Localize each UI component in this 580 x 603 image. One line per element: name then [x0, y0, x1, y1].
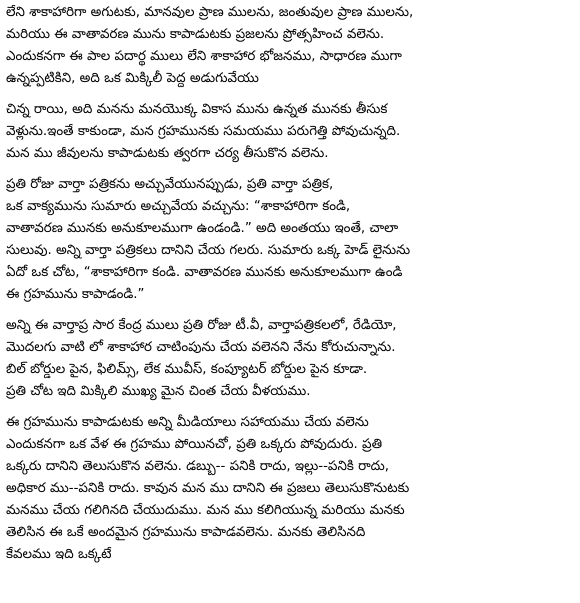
text-line: ఒక వాక్యమును సుమారు అచ్చువేయ వచ్చును: “శాకాహారిగా కండి, — [6, 199, 351, 214]
text-line: మనము చేయ గలిగినది చేయుదుము. మన ము కలిగియున్న మరియు మనకు — [6, 503, 405, 518]
text-line: ప్రతి రోజు వార్తా పత్రికను అచ్చువేయునప్పుడు, ప్రతి వార్తా పత్రిక, — [6, 177, 334, 192]
text-line: చిన్న రాయి, అది మనను మనయొక్క వికాస మును ఉన్నత మునకు తీసుక — [6, 102, 388, 117]
text-line: సులువు. అన్ని వార్తా పత్రికలు దానిని చేయ గలరు. సుమారు ఒక్క హెడ్ లైనును — [6, 243, 411, 258]
paragraph-4 — [6, 315, 574, 403]
text-line: ప్రతి చోట ఇది మిక్కిలి ముఖ్య మైన చింత చేయ వీళయము. — [6, 384, 311, 399]
text-line: మరియు ఈ వాతావరణ మును కాపాడుటకు ప్రజలను ప్రోత్సహించ వలెను. — [6, 27, 385, 42]
paragraph-5 — [6, 412, 574, 566]
text-line: ఈ గ్రహమును కాపాడండి.” — [6, 287, 145, 302]
text-line: ఏదో ఒక చోట, “శాకాహారిగా కండి. వాతావరణ మునకు అనుకూలముగా ఉండి — [6, 265, 403, 280]
text-line: వాతావరణ మునకు అనుకూలముగా ఉండండి.” అది అంతయు ఇంతే, చాలా — [6, 221, 399, 236]
text-line: కేవలము ఇది ఒక్కటే — [6, 547, 112, 562]
paragraph-2 — [6, 99, 574, 165]
text-line: ఎందుకనగా ఒక వేళ ఈ గ్రహము పోయినచో, ప్రతి ఒక్కరు పోవుదురు. ప్రతి — [6, 437, 383, 452]
text-line: ఒక్కరు దానిని తెలుసుకొన వలెను. డబ్బు-- పనికి రాదు, ఇల్లు--పనికి రాదు, — [6, 459, 389, 474]
text-line: అన్ని ఈ వార్తాప్ర సార కేంద్ర ములు ప్రతి రోజు టీ.వీ, వార్తాపత్రికలలో, రేడియో, — [6, 318, 397, 333]
text-line: ఉన్నప్పటికిని, అది ఒక మిక్కిలీ పెద్ద అడుగువేయు — [6, 71, 259, 86]
text-line: బిల్ బోర్డుల పైన, ఫిలిమ్స్, లేక మువీస్, కంప్యూటర్ బోర్డుల పైన కూడా. — [6, 362, 368, 377]
text-line: ఈ గ్రహమును కాపాడుటకు అన్ని మీడియాలు సహాయము చేయ వలెను — [6, 415, 369, 430]
text-line: తెలిసిన ఈ ఒకే అందమైన గ్రహమును కాపాడవలెను. మనకు తెలిసినది — [6, 525, 366, 540]
text-line: లేని శాకాహారిగా అగుటకు, మానవుల ప్రాణ ములను, జంతువుల ప్రాణ ములను, — [6, 5, 414, 20]
text-line: ఎందుకనగా ఈ పాల పదార్థ ములు లేని శాకాహార భోజనము, సాధారణ ముగా — [6, 49, 402, 64]
text-line: అధికార ము--పనికి రాదు. కావున మన ము దానిని ఈ ప్రజలు తెలుసుకొనుటకు — [6, 481, 410, 496]
text-line: మన ము జీవులను కాపాడుటకు త్వరగా చర్య తీసుకొన వలెను. — [6, 146, 329, 161]
paragraph-3 — [6, 174, 574, 306]
text-line: వెళ్లును.ఇంతే కాకుండా, మన గ్రహమునకు సమయము పరుగెత్తి పోవుచున్నది. — [6, 124, 401, 139]
paragraph-1 — [6, 2, 574, 90]
text-line: మొదలగు వాటి లో శాకాహార చాటింపును చేయ వలెనని నేను కోరుచున్నాను. — [6, 340, 396, 355]
